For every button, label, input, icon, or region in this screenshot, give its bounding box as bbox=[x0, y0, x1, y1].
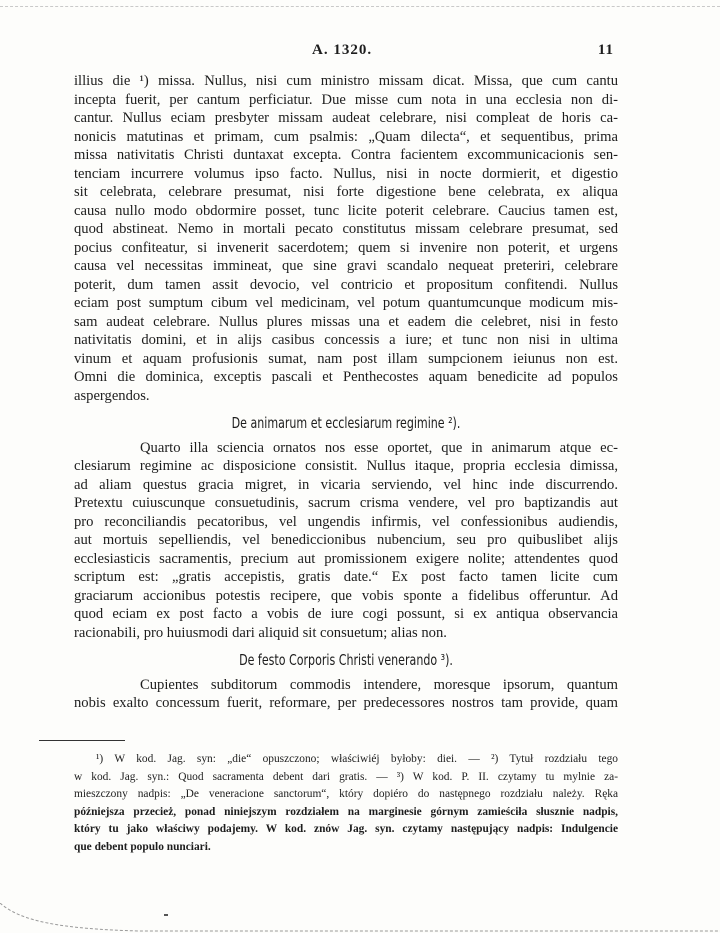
text-line: nobis exalto concessum fuerit, reformare, per predecessores nostros tam provide, quam bbox=[74, 695, 618, 711]
text-line: pro reconciliandis pecatoribus, vel ungendis infirmis, vel confessionibus audiendis, bbox=[74, 513, 618, 530]
text-line: causa nullo modo obdormire posset, tunc licite poterit celebrare. Caucius tamen est, bbox=[74, 202, 618, 219]
text-line: nonicis matutinas et primam, cum psalmis: „Quam dilecta“, et sequentibus, prima bbox=[74, 128, 618, 145]
footnotes bbox=[74, 751, 618, 857]
scan-page-curl bbox=[0, 903, 720, 933]
text-line: quod abstineat. Nemo in mortali pecato constitutus missam celebrare presumat, sed bbox=[74, 221, 618, 237]
header-year: A. 1320. bbox=[312, 42, 373, 58]
paragraph-corporis-christi bbox=[74, 676, 618, 713]
text-line: causa vel necessitas immineat, que sine gravi scandalo nequeat preteriri, celebrare bbox=[74, 258, 618, 274]
footnote-line: późniejsza przecież, ponad niniejszym rozdziałem na marginesie górnym zamieściła słusznie nadpis, bbox=[74, 805, 618, 818]
text-line: nativitatis domini, et in alijs casibus concessis a iure; et tunc non nisi in ultima bbox=[74, 332, 618, 348]
footnote-line: który tu jako właściwy podajemy. W kod. znów Jag. syn. czytamy następujący nadpis: Indulgencie bbox=[74, 823, 618, 836]
text-line: quod eciam ex post facto a vobis de iure cogi possunt, si ex antiqua observancia bbox=[74, 606, 618, 622]
text-line: incepta fuerit, per cantum perficiatur. Due misse cum nota in una ecclesia non di- bbox=[74, 91, 618, 108]
text-line: cantur. Nullus eciam presbyter missam audeat celebrare, nisi compleat de horis ca- bbox=[74, 110, 618, 126]
text-line: Pretextu cuiuscunque consuetudinis, sacrum crisma vendere, vel pro baptizandis aut bbox=[74, 495, 618, 511]
page bbox=[74, 42, 618, 713]
footnote-line: w kod. Jag. syn.: Quod sacramenta debent dari gratis. — ³) W kod. P. II. czytamy tu mylnie za- bbox=[74, 770, 618, 783]
footnote-line: mieszczony nadpis: „De veneracione sanctorum“, który dopiéro do następnego rozdziału należy. Ręka bbox=[74, 788, 618, 801]
footnote-line: que debent populo nunciari. bbox=[74, 840, 211, 853]
main-text bbox=[74, 72, 618, 713]
text-line: graciarum accionibus potestis recipere, que vobis sponte a fidelibus offeruntur. Ad bbox=[74, 587, 618, 604]
page-number: 11 bbox=[597, 42, 614, 58]
text-line: illius die ¹) missa. Nullus, nisi cum ministro missam dicat. Missa, que cum cantu bbox=[74, 73, 618, 89]
section-heading-corporis-christi: De festo Corporis Christi venerando ³). bbox=[239, 651, 453, 669]
section-heading-animarum: De animarum et ecclesiarum regimine ²). bbox=[231, 414, 461, 432]
text-line: ecclesiasticis sacramentis, precium aut promissionem exigere nolite; attendentes quod bbox=[74, 550, 618, 567]
footnote-rule bbox=[39, 740, 125, 741]
text-line: racionabili, pro huiusmodi dari aliquid sit consuetum; alias non. bbox=[74, 624, 447, 641]
text-line: Cupientes subditorum commodis intendere, moresque ipsorum, quantum bbox=[140, 676, 618, 693]
text-line: eciam post sumptum cibum vel medicinam, vel potum quantumcunque modicum mis- bbox=[74, 295, 618, 311]
scan-edge-top bbox=[0, 6, 720, 8]
text-line: clesiarum regimine ac disposicione consistit. Nullus itaque, propria ecclesia dimissa, bbox=[74, 458, 618, 474]
text-line: tenciam incurrere volumus ipso facto. Nullus, nisi in nocte dormierit, et digestio bbox=[74, 165, 618, 182]
paragraph-missa bbox=[74, 72, 618, 405]
text-line: poterit, dum tamen assit devocio, vel contricio et propositum confitendi. Nullus bbox=[74, 276, 618, 293]
footnote-line: ¹) W kod. Jag. syn: „die“ opuszczono; właściwiéj byłoby: diei. — ²) Tytuł rozdziału tego bbox=[96, 753, 618, 765]
text-line: pocius confiteatur, si invenerit sacerdotem; quem si invenire non poterit, et urgens bbox=[74, 239, 618, 256]
text-line: Quarto illa sciencia ornatos nos esse oportet, que in animarum atque ec- bbox=[140, 439, 618, 456]
text-line: aspergendos. bbox=[74, 387, 150, 404]
running-header bbox=[74, 42, 618, 62]
text-line: vinum et aquam profusionis sumat, nam post illam sumpcionem ieiunus non est. bbox=[74, 350, 618, 367]
text-line: ad aliam questus gracia migret, in vicaria serviendo, vel hinc inde discurrendo. bbox=[74, 476, 618, 493]
text-line: Omni die dominica, exceptis pascali et Penthecostes aquam benedicite ad populos bbox=[74, 369, 618, 385]
text-line: sam audeat celebrare. Nullus plures missas una et eadem die celebret, nisi in festo bbox=[74, 313, 618, 330]
text-line: missa nativitatis Christi duntaxat excepta. Contra facientem excommunicacionis sen- bbox=[74, 147, 618, 163]
paragraph-regimine bbox=[74, 439, 618, 643]
text-line: sit celebrata, celebrare presumat, nisi forte digestione bene celebrata, ex aliqua bbox=[74, 184, 618, 200]
text-line: scriptum est: „gratis accepistis, gratis date.“ Ex post facto tamen licite cum bbox=[74, 569, 618, 585]
text-line: aut mortuis sepelliendis, vel benediccionibus nubencium, seu pro quibuslibet alijs bbox=[74, 532, 618, 548]
